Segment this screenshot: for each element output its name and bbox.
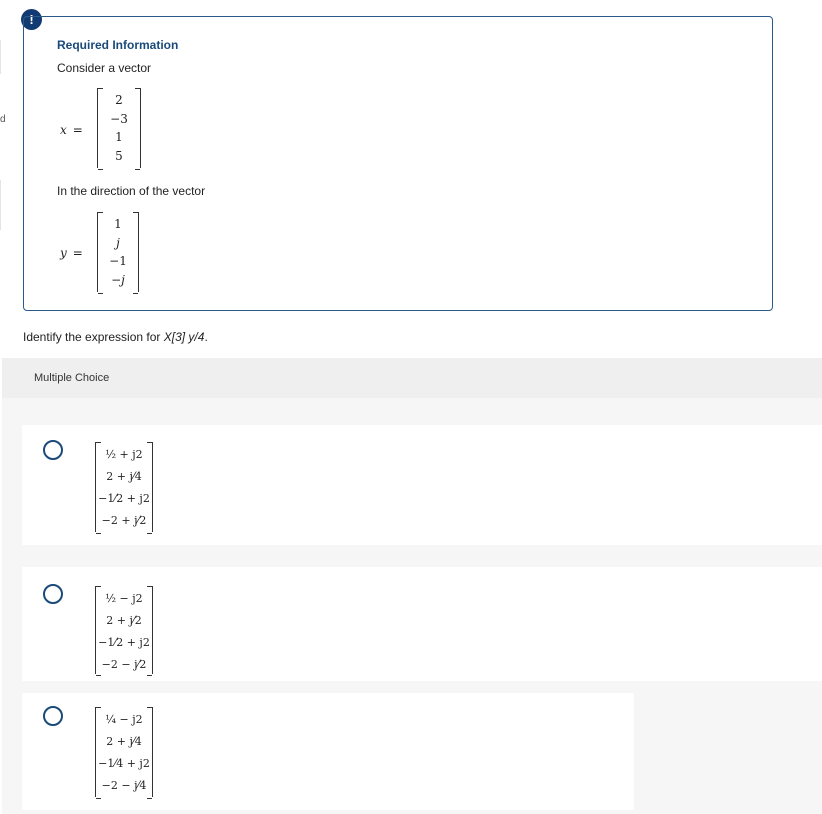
question-expression: X[3] y/4 — [163, 330, 205, 344]
question-prefix: Identify the expression for — [23, 330, 164, 344]
consider-text: Consider a vector — [57, 61, 152, 75]
y-vector-entry: −j — [111, 272, 125, 287]
question-prompt — [23, 330, 208, 344]
y-vector-entry: j — [116, 235, 120, 250]
answer-c-matrix — [95, 707, 153, 797]
left-edge-divider-bottom — [0, 180, 1, 230]
x-variable: x — [60, 123, 67, 137]
answer-entry: ½ − j2 — [105, 592, 143, 605]
answer-entry: −1⁄2 + j2 — [98, 492, 150, 505]
radio-option-a[interactable] — [43, 440, 63, 460]
left-edge-divider-top — [0, 40, 1, 74]
clipped-sidebar-text: d — [0, 114, 6, 125]
answer-entry: 2 + j⁄4 — [106, 735, 142, 748]
answer-entry: ¼ − j2 — [105, 713, 143, 726]
answer-entry: −1⁄2 + j2 — [98, 636, 150, 649]
direction-text: In the direction of the vector — [57, 184, 206, 198]
radio-option-b[interactable] — [43, 584, 63, 604]
answer-entry: −2 − j⁄2 — [101, 658, 147, 671]
answer-entry: −2 + j⁄2 — [101, 514, 147, 527]
answer-entry: −2 − j⁄4 — [101, 779, 147, 792]
y-equals: = — [72, 246, 83, 260]
radio-option-c[interactable] — [43, 706, 63, 726]
x-vector-matrix — [97, 88, 141, 168]
question-suffix: . — [204, 330, 208, 344]
x-vector-entry: 2 — [115, 93, 123, 108]
alert-icon: ! — [21, 9, 42, 30]
multiple-choice-header — [2, 358, 822, 398]
required-information-title: Required Information — [57, 38, 179, 52]
answer-entry: −1⁄4 + j2 — [98, 757, 150, 770]
y-vector-matrix — [97, 212, 139, 292]
y-vector-entry: 1 — [114, 217, 122, 232]
x-vector-entry: −3 — [110, 111, 128, 126]
multiple-choice-label: Multiple Choice — [34, 372, 110, 384]
y-label — [60, 246, 83, 260]
answer-entry: ½ + j2 — [105, 448, 143, 461]
x-label — [60, 123, 83, 137]
answer-a-matrix — [95, 442, 153, 532]
x-equals: = — [72, 123, 83, 137]
y-variable: y — [60, 246, 67, 260]
answer-entry: 2 + j⁄4 — [106, 470, 142, 483]
y-vector-entry: −1 — [109, 254, 127, 269]
answer-entry: 2 + j⁄2 — [106, 614, 142, 627]
x-vector-entry: 1 — [115, 130, 123, 145]
answer-b-matrix — [95, 586, 153, 674]
x-vector-entry: 5 — [115, 148, 123, 163]
